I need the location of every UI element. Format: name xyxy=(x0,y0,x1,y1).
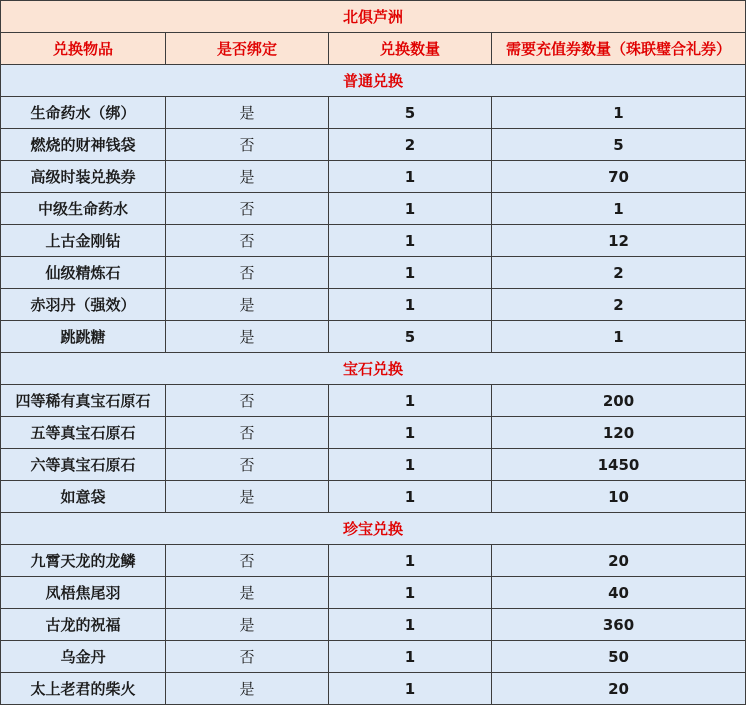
exchange-quantity-cell: 1 xyxy=(329,193,492,225)
bound-status-cell: 是 xyxy=(166,609,329,641)
table-row xyxy=(1,321,746,353)
voucher-cost-cell: 360 xyxy=(492,609,746,641)
voucher-cost-cell: 200 xyxy=(492,385,746,417)
voucher-cost-cell: 70 xyxy=(492,161,746,193)
exchange-quantity-cell: 1 xyxy=(329,417,492,449)
exchange-quantity-cell: 1 xyxy=(329,161,492,193)
item-name-cell: 四等稀有真宝石原石 xyxy=(1,385,166,417)
voucher-cost-cell: 12 xyxy=(492,225,746,257)
table-row xyxy=(1,257,746,289)
bound-status-cell: 是 xyxy=(166,97,329,129)
bound-status-cell: 否 xyxy=(166,385,329,417)
item-name-cell: 燃烧的财神钱袋 xyxy=(1,129,166,161)
table-title-row xyxy=(1,1,746,33)
item-name-cell: 五等真宝石原石 xyxy=(1,417,166,449)
table-row xyxy=(1,449,746,481)
bound-status-cell: 否 xyxy=(166,641,329,673)
exchange-quantity-cell: 1 xyxy=(329,641,492,673)
section-title: 普通兑换 xyxy=(1,65,746,97)
exchange-quantity-cell: 1 xyxy=(329,481,492,513)
bound-status-cell: 是 xyxy=(166,161,329,193)
item-name-cell: 古龙的祝福 xyxy=(1,609,166,641)
bound-status-cell: 否 xyxy=(166,225,329,257)
table-row xyxy=(1,97,746,129)
section-title: 珍宝兑换 xyxy=(1,513,746,545)
table-row xyxy=(1,577,746,609)
voucher-cost-cell: 10 xyxy=(492,481,746,513)
table-row xyxy=(1,193,746,225)
exchange-quantity-cell: 1 xyxy=(329,449,492,481)
item-name-cell: 六等真宝石原石 xyxy=(1,449,166,481)
voucher-cost-cell: 20 xyxy=(492,545,746,577)
voucher-cost-cell: 40 xyxy=(492,577,746,609)
bound-status-cell: 是 xyxy=(166,289,329,321)
voucher-cost-cell: 1 xyxy=(492,321,746,353)
bound-status-cell: 是 xyxy=(166,481,329,513)
bound-status-cell: 是 xyxy=(166,673,329,705)
column-header-bound: 是否绑定 xyxy=(166,33,329,65)
exchange-quantity-cell: 1 xyxy=(329,385,492,417)
voucher-cost-cell: 50 xyxy=(492,641,746,673)
item-name-cell: 生命药水（绑） xyxy=(1,97,166,129)
column-header-quantity: 兑换数量 xyxy=(329,33,492,65)
table-row xyxy=(1,161,746,193)
item-name-cell: 乌金丹 xyxy=(1,641,166,673)
exchange-quantity-cell: 1 xyxy=(329,257,492,289)
voucher-cost-cell: 1 xyxy=(492,193,746,225)
exchange-quantity-cell: 2 xyxy=(329,129,492,161)
table-row xyxy=(1,417,746,449)
exchange-quantity-cell: 1 xyxy=(329,609,492,641)
column-header-item: 兑换物品 xyxy=(1,33,166,65)
exchange-quantity-cell: 1 xyxy=(329,289,492,321)
exchange-quantity-cell: 1 xyxy=(329,673,492,705)
voucher-cost-cell: 5 xyxy=(492,129,746,161)
section-header-row xyxy=(1,513,746,545)
section-header-row xyxy=(1,353,746,385)
table-row xyxy=(1,129,746,161)
voucher-cost-cell: 1450 xyxy=(492,449,746,481)
table-row xyxy=(1,641,746,673)
item-name-cell: 跳跳糖 xyxy=(1,321,166,353)
exchange-quantity-cell: 1 xyxy=(329,225,492,257)
voucher-cost-cell: 1 xyxy=(492,97,746,129)
table-row xyxy=(1,225,746,257)
exchange-quantity-cell: 1 xyxy=(329,577,492,609)
table-row xyxy=(1,481,746,513)
exchange-quantity-cell: 5 xyxy=(329,321,492,353)
table-header-row xyxy=(1,33,746,65)
item-name-cell: 九霄天龙的龙鳞 xyxy=(1,545,166,577)
table-row xyxy=(1,385,746,417)
table-row xyxy=(1,545,746,577)
bound-status-cell: 否 xyxy=(166,545,329,577)
item-name-cell: 如意袋 xyxy=(1,481,166,513)
item-name-cell: 凤梧焦尾羽 xyxy=(1,577,166,609)
bound-status-cell: 否 xyxy=(166,417,329,449)
section-header-row xyxy=(1,65,746,97)
item-name-cell: 仙级精炼石 xyxy=(1,257,166,289)
item-name-cell: 赤羽丹（强效） xyxy=(1,289,166,321)
bound-status-cell: 否 xyxy=(166,257,329,289)
bound-status-cell: 否 xyxy=(166,449,329,481)
bound-status-cell: 是 xyxy=(166,577,329,609)
column-header-cost: 需要充值券数量（珠联璧合礼券） xyxy=(492,33,746,65)
table-row xyxy=(1,609,746,641)
table-title: 北俱芦洲 xyxy=(1,1,746,33)
exchange-quantity-cell: 1 xyxy=(329,545,492,577)
section-title: 宝石兑换 xyxy=(1,353,746,385)
item-name-cell: 中级生命药水 xyxy=(1,193,166,225)
voucher-cost-cell: 20 xyxy=(492,673,746,705)
table-row xyxy=(1,289,746,321)
item-name-cell: 高级时装兑换券 xyxy=(1,161,166,193)
exchange-quantity-cell: 5 xyxy=(329,97,492,129)
voucher-cost-cell: 120 xyxy=(492,417,746,449)
voucher-cost-cell: 2 xyxy=(492,257,746,289)
item-name-cell: 太上老君的柴火 xyxy=(1,673,166,705)
item-name-cell: 上古金刚钻 xyxy=(1,225,166,257)
table-row xyxy=(1,673,746,705)
bound-status-cell: 是 xyxy=(166,321,329,353)
bound-status-cell: 否 xyxy=(166,193,329,225)
voucher-cost-cell: 2 xyxy=(492,289,746,321)
bound-status-cell: 否 xyxy=(166,129,329,161)
